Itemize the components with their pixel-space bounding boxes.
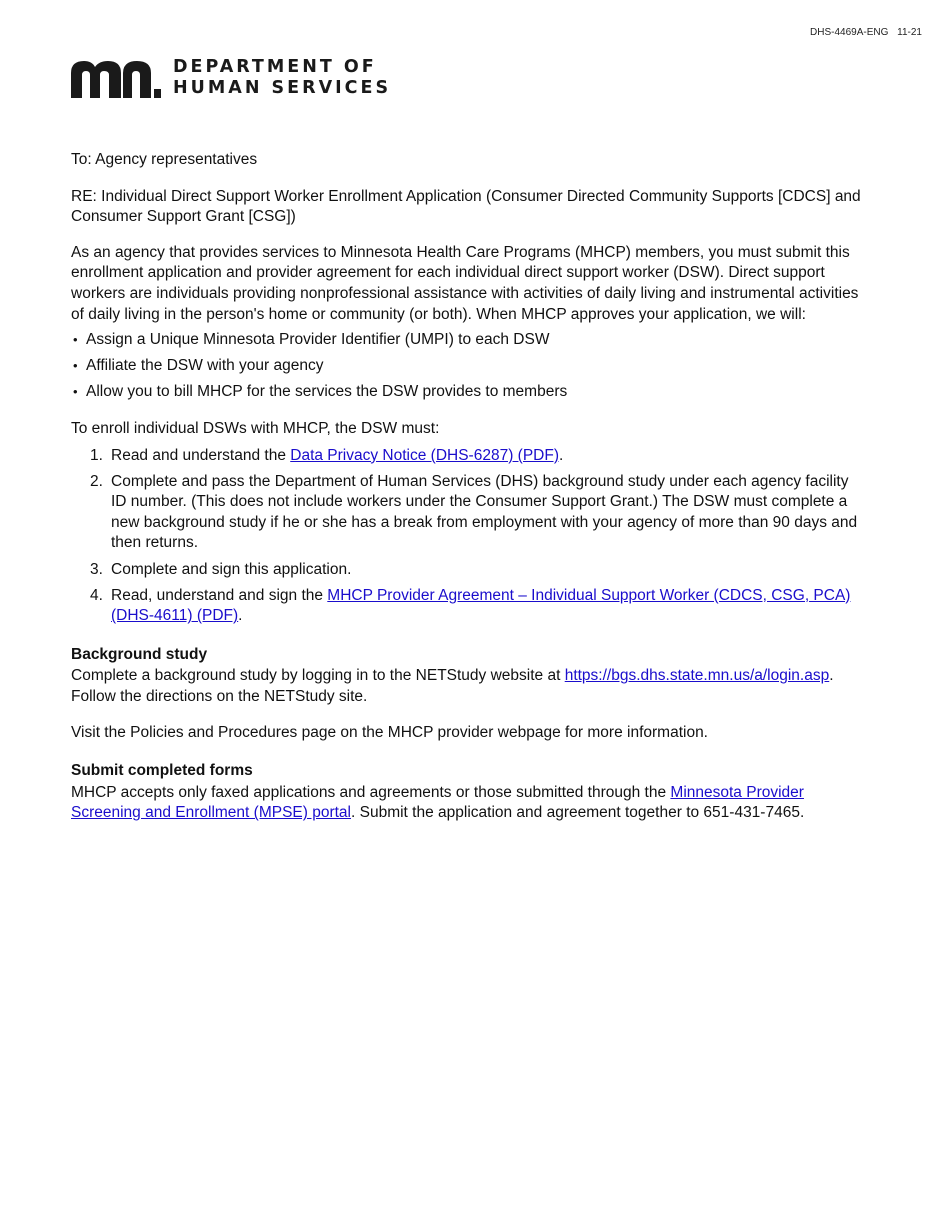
mn-logo-icon (71, 59, 161, 98)
step-item (71, 472, 861, 554)
logo-line-2: HUMAN SERVICES (173, 78, 392, 98)
step-item (71, 560, 861, 581)
form-identifier (810, 27, 922, 38)
step-text: Read and understand the (111, 446, 291, 464)
provider-agreement-link[interactable]: MHCP Provider Agreement – Individual Support Worker (CDCS, CSG, PCA) (DHS-4611) (PDF) (111, 586, 851, 625)
intro-paragraph: As an agency that provides services to Minnesota Health Care Programs (MHCP) members, you must submit this enrollment application and provider agreement for each individual direct support worker (DSW). Direct support workers are individuals providing nonprofessional assistance with activities of daily living and instrumental activities of daily living in the person's home or community (or both). When MHCP approves your application, we will: (71, 243, 859, 323)
step-text-end: . (558, 446, 564, 464)
step-number: 4. (90, 586, 103, 604)
submit-paragraph (71, 783, 861, 824)
step-text: Complete and sign this application. (111, 560, 352, 578)
submit-text-end: . Submit the application and agreement together to 651-431-7465. (351, 804, 805, 822)
submit-text: MHCP accepts only faxed applications and agreements or those submitted through the (71, 783, 671, 801)
policies-paragraph: Visit the Policies and Procedures page on the MHCP provider webpage for more information. (71, 723, 708, 741)
netstudy-link[interactable]: https://bgs.dhs.state.mn.us/a/login.asp (564, 667, 830, 685)
step-text: Complete and pass the Department of Human Services (DHS) background study under each agency facility ID number. (This does not include workers under the Consumer Support Grant.) The DSW must complete a new background study if he or she has a break from employment with your agency of more than 90 days and then returns. (111, 472, 858, 552)
benefits-list (71, 330, 861, 403)
step-item (71, 586, 861, 627)
background-text: Complete a background study by logging in to the NETStudy website at (71, 667, 565, 685)
data-privacy-notice-link[interactable]: Data Privacy Notice (DHS-6287) (PDF) (290, 446, 559, 464)
step-number: 1. (90, 446, 103, 464)
background-study-paragraph (71, 666, 861, 707)
enroll-intro: To enroll individual DSWs with MHCP, the DSW must: (71, 419, 440, 437)
form-date: 11-21 (897, 27, 922, 38)
list-item: • Assign a Unique Minnesota Provider Identifier (UMPI) to each DSW (71, 330, 861, 351)
step-text: Read, understand and sign the (111, 586, 328, 604)
logo-wordmark (173, 57, 391, 99)
background-study-heading: Background study (71, 645, 208, 663)
logo-line-1: DEPARTMENT OF (173, 57, 377, 77)
list-item: • Allow you to bill MHCP for the services the DSW provides to members (71, 382, 861, 403)
step-number: 2. (90, 472, 103, 490)
subject-line: RE: Individual Direct Support Worker Enrollment Application (Consumer Directed Community Supports [CDCS] and Consumer Support Grant [CSG]) (71, 187, 861, 226)
form-number: DHS-4469A-ENG (810, 27, 889, 38)
step-text-end: . (238, 607, 243, 625)
list-item: • Affiliate the DSW with your agency (71, 356, 861, 377)
mpse-portal-link[interactable]: Minnesota Provider Screening and Enrollment (MPSE) portal (71, 783, 804, 822)
enrollment-steps (71, 446, 861, 627)
submit-forms-heading: Submit completed forms (71, 762, 253, 780)
step-number: 3. (90, 560, 103, 578)
step-item (71, 446, 861, 467)
recipient-line: To: Agency representatives (71, 151, 258, 168)
background-text-end: . Follow the directions on the NETStudy site. (71, 667, 834, 705)
letter-body (71, 150, 861, 839)
dhs-logo (71, 57, 391, 99)
